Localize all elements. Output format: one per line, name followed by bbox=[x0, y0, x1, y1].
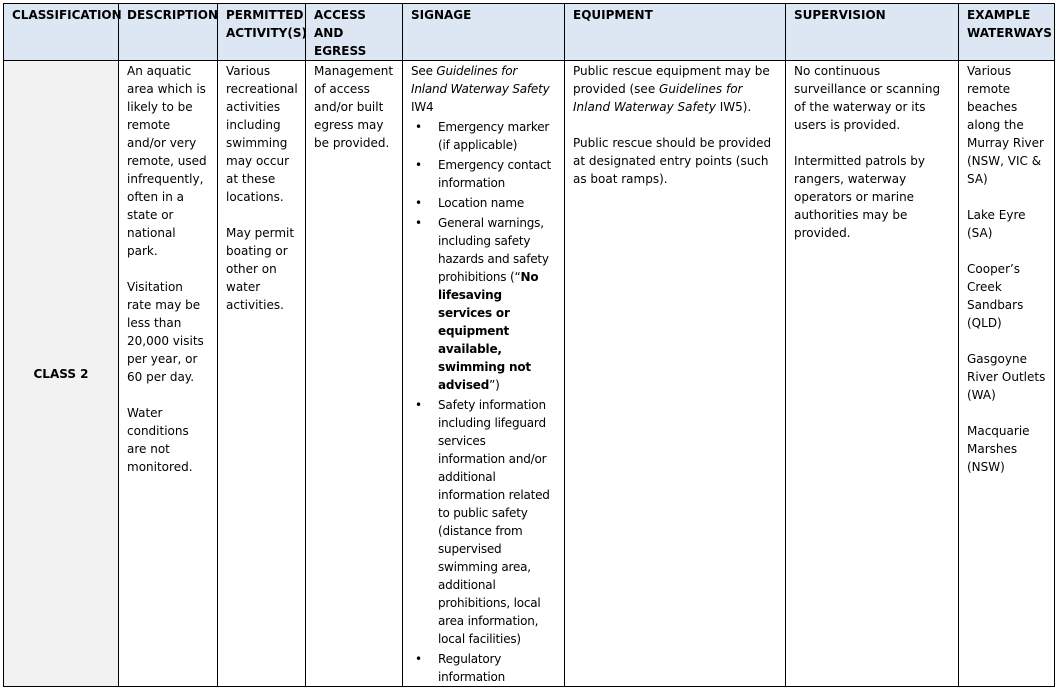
example-waterway: Various remote beaches along the Murray River (NSW, VIC & SA) bbox=[967, 64, 1044, 186]
example-waterway: Cooper’s Creek Sandbars (QLD) bbox=[967, 262, 1024, 330]
description-cell bbox=[119, 61, 218, 687]
equipment-prefix: Public rescue equipment may be provided (see bbox=[573, 64, 770, 96]
waterway-classification-table bbox=[3, 3, 1055, 687]
description-paragraph: Water conditions are not monitored. bbox=[127, 406, 193, 474]
warning-suffix: ”) bbox=[489, 378, 500, 392]
list-item bbox=[411, 214, 556, 394]
warning-bold-text: No lifesaving services or equipment available, swimming not advised bbox=[438, 270, 539, 392]
equipment-cell bbox=[565, 61, 786, 687]
permitted-paragraph: May permit boating or other on water activities. bbox=[226, 226, 295, 312]
header-classification: CLASSIFICATION bbox=[4, 4, 119, 61]
access-egress-cell bbox=[306, 61, 403, 687]
description-paragraph: An aquatic area which is likely to be remote and/or very remote, used infrequently, often in a state or national park. bbox=[127, 64, 207, 258]
signage-intro-suffix: IW4 bbox=[411, 100, 434, 114]
header-example-waterways: EXAMPLE WATERWAYS bbox=[959, 4, 1055, 61]
example-waterway: Lake Eyre (SA) bbox=[967, 208, 1026, 240]
permitted-paragraph: Various recreational activities including swimming may occur at these locations. bbox=[226, 64, 298, 204]
list-item: • Emergency contact information bbox=[411, 156, 556, 192]
supervision-paragraph: No continuous surveillance or scanning of the waterway or its users is provided. bbox=[794, 64, 941, 132]
list-item: • Safety information including lifeguard services information and/or additional information related to public safety (distance from supervised swimming area, additional prohibitions, local area information, local facilities) bbox=[411, 396, 556, 648]
list-item: • Emergency marker (if applicable) bbox=[411, 118, 556, 154]
supervision-cell bbox=[786, 61, 959, 687]
access-paragraph: Management of access and/or built egress may be provided. bbox=[314, 64, 394, 150]
header-row bbox=[4, 4, 1055, 61]
list-item: • Regulatory information bbox=[411, 650, 556, 686]
header-permitted-activities: PERMITTED ACTIVITY(S) bbox=[218, 4, 306, 61]
description-paragraph: Visitation rate may be less than 20,000 visits per year, or 60 per day. bbox=[127, 280, 204, 384]
signage-intro bbox=[411, 62, 556, 116]
example-waterway: Gasgoyne River Outlets (WA) bbox=[967, 352, 1046, 402]
example-waterway: Macquarie Marshes (NSW) bbox=[967, 424, 1030, 474]
equipment-paragraph: Public rescue should be provided at designated entry points (such as boat ramps). bbox=[573, 136, 772, 186]
signage-guideline-reference: Guidelines for Inland Waterway Safety bbox=[411, 64, 550, 96]
example-waterways-cell bbox=[959, 61, 1055, 687]
signage-list bbox=[411, 118, 556, 686]
equipment-guideline-reference: Guidelines for Inland Waterway Safety bbox=[573, 82, 743, 114]
list-item: • Location name bbox=[411, 194, 556, 212]
header-equipment: EQUIPMENT bbox=[565, 4, 786, 61]
classification-cell: CLASS 2 bbox=[4, 61, 119, 687]
header-supervision: SUPERVISION bbox=[786, 4, 959, 61]
header-access-egress: ACCESS AND EGRESS bbox=[306, 4, 403, 61]
signage-cell bbox=[403, 61, 565, 687]
header-description: DESCRIPTION bbox=[119, 4, 218, 61]
supervision-paragraph: Intermitted patrols by rangers, waterway operators or marine authorities may be provided. bbox=[794, 154, 926, 240]
header-signage: SIGNAGE bbox=[403, 4, 565, 61]
equipment-suffix: IW5). bbox=[715, 100, 752, 114]
equipment-paragraph bbox=[573, 62, 777, 116]
signage-intro-prefix: See bbox=[411, 64, 437, 78]
warning-prefix: General warnings, including safety hazards and safety prohibitions (“ bbox=[438, 216, 549, 284]
permitted-activities-cell bbox=[218, 61, 306, 687]
table-row bbox=[4, 61, 1055, 687]
